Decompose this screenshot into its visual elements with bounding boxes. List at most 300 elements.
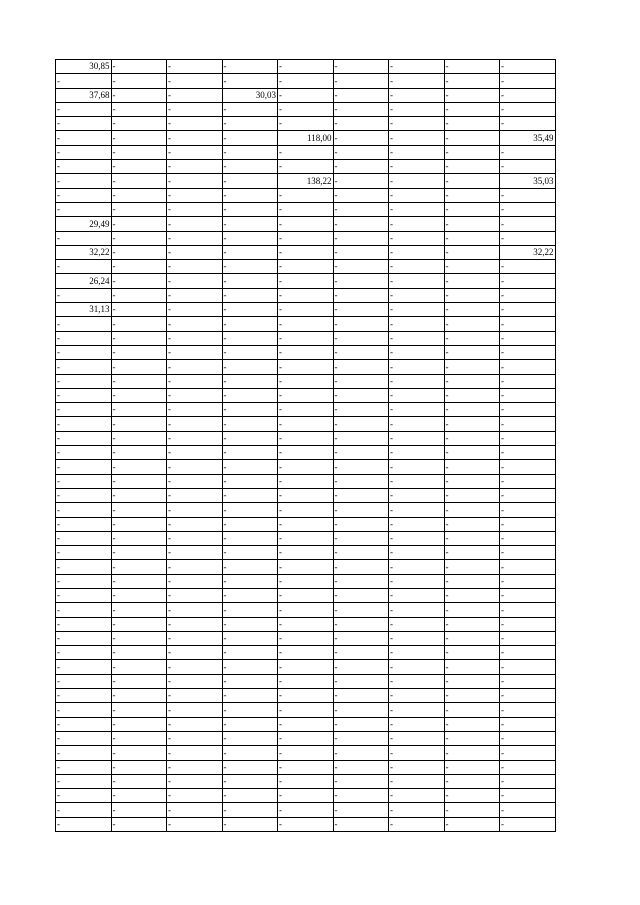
table-cell: - — [500, 746, 556, 760]
table-cell: - — [500, 474, 556, 488]
table-cell: - — [444, 731, 500, 745]
table-row — [56, 331, 556, 345]
table-cell: - — [500, 674, 556, 688]
table-cell: - — [444, 360, 500, 374]
table-cell: - — [278, 646, 334, 660]
table-cell: - — [56, 574, 112, 588]
table-cell: - — [111, 460, 167, 474]
table-cell: - — [111, 260, 167, 274]
table-cell: - — [500, 60, 556, 74]
table-row — [56, 560, 556, 574]
table-cell: - — [222, 531, 278, 545]
table-cell: - — [111, 174, 167, 188]
table-cell: - — [333, 231, 389, 245]
table-cell: - — [111, 360, 167, 374]
table-cell: - — [333, 703, 389, 717]
table-cell: - — [389, 617, 445, 631]
table-cell: - — [222, 789, 278, 803]
table-cell: - — [278, 603, 334, 617]
table-cell: - — [111, 631, 167, 645]
table-cell: - — [333, 789, 389, 803]
table-cell: - — [389, 731, 445, 745]
table-cell: - — [389, 689, 445, 703]
table-cell: - — [500, 74, 556, 88]
table-cell: - — [333, 560, 389, 574]
table-cell: - — [333, 245, 389, 259]
table-cell: - — [500, 789, 556, 803]
table-cell: - — [444, 631, 500, 645]
table-cell: - — [389, 117, 445, 131]
table-cell: - — [500, 617, 556, 631]
table-cell: - — [167, 88, 223, 102]
table-cell: - — [56, 202, 112, 216]
table-cell: - — [444, 503, 500, 517]
table-cell: - — [278, 245, 334, 259]
table-row — [56, 789, 556, 803]
table-cell: - — [222, 774, 278, 788]
table-cell: - — [111, 660, 167, 674]
table-cell: - — [333, 588, 389, 602]
table-cell: - — [278, 703, 334, 717]
table-cell: - — [444, 531, 500, 545]
table-cell: - — [333, 717, 389, 731]
table-cell: - — [500, 803, 556, 817]
table-cell: - — [500, 288, 556, 302]
table-cell: - — [111, 617, 167, 631]
table-row — [56, 774, 556, 788]
table-row — [56, 646, 556, 660]
table-cell: - — [333, 317, 389, 331]
table-cell: - — [167, 731, 223, 745]
table-row — [56, 517, 556, 531]
table-cell: - — [389, 345, 445, 359]
table-cell: - — [278, 403, 334, 417]
table-cell: - — [167, 503, 223, 517]
table-cell: - — [111, 417, 167, 431]
table-row — [56, 503, 556, 517]
table-cell: - — [444, 345, 500, 359]
table-row — [56, 446, 556, 460]
table-cell: - — [278, 531, 334, 545]
table-row — [56, 660, 556, 674]
table-cell: - — [500, 703, 556, 717]
table-cell: - — [167, 331, 223, 345]
table-cell: - — [500, 603, 556, 617]
table-cell: - — [56, 388, 112, 402]
table-cell: - — [222, 803, 278, 817]
table-cell: - — [278, 431, 334, 445]
table-row — [56, 731, 556, 745]
table-cell: - — [111, 131, 167, 145]
table-cell: - — [111, 546, 167, 560]
table-cell: - — [222, 546, 278, 560]
table-cell: - — [111, 588, 167, 602]
table-cell: - — [167, 303, 223, 317]
table-row — [56, 674, 556, 688]
table-cell: - — [167, 231, 223, 245]
table-cell: - — [278, 760, 334, 774]
table-cell: - — [444, 617, 500, 631]
table-cell: - — [333, 202, 389, 216]
table-cell: - — [56, 374, 112, 388]
table-cell: - — [444, 703, 500, 717]
table-cell: - — [167, 789, 223, 803]
table-cell: - — [500, 760, 556, 774]
table-cell: - — [500, 360, 556, 374]
table-cell: - — [500, 117, 556, 131]
table-cell: - — [333, 188, 389, 202]
table-cell: - — [222, 588, 278, 602]
table-cell: - — [500, 388, 556, 402]
table-cell: - — [500, 546, 556, 560]
table-row — [56, 617, 556, 631]
table-cell: - — [111, 345, 167, 359]
table-cell: - — [111, 188, 167, 202]
table-cell: - — [111, 217, 167, 231]
table-cell: - — [222, 374, 278, 388]
table-cell: - — [222, 689, 278, 703]
table-cell: - — [167, 531, 223, 545]
table-cell: - — [500, 731, 556, 745]
table-cell: - — [56, 774, 112, 788]
table-cell: - — [278, 260, 334, 274]
table-cell: - — [444, 131, 500, 145]
table-cell: - — [111, 403, 167, 417]
data-table — [55, 59, 556, 832]
table-cell: - — [444, 603, 500, 617]
table-cell: - — [389, 446, 445, 460]
table-cell: - — [333, 488, 389, 502]
table-cell: - — [278, 674, 334, 688]
table-cell: - — [278, 188, 334, 202]
table-cell: - — [167, 631, 223, 645]
table-cell: - — [111, 774, 167, 788]
table-cell: - — [333, 274, 389, 288]
table-cell: 31,13 — [56, 303, 112, 317]
table-cell: - — [444, 217, 500, 231]
table-row — [56, 160, 556, 174]
table-cell: - — [333, 331, 389, 345]
table-cell: - — [56, 560, 112, 574]
table-cell: - — [500, 660, 556, 674]
table-cell: - — [56, 803, 112, 817]
table-cell: - — [167, 317, 223, 331]
table-cell: - — [111, 288, 167, 302]
table-cell: - — [500, 403, 556, 417]
table-cell: - — [167, 374, 223, 388]
table-cell: - — [444, 546, 500, 560]
table-cell: - — [167, 703, 223, 717]
table-cell: - — [56, 188, 112, 202]
table-cell: - — [111, 503, 167, 517]
table-cell: - — [444, 674, 500, 688]
table-cell: - — [389, 217, 445, 231]
table-cell: - — [222, 360, 278, 374]
table-cell: - — [278, 317, 334, 331]
table-cell: - — [222, 817, 278, 831]
table-cell: - — [444, 303, 500, 317]
table-cell: - — [500, 431, 556, 445]
table-cell: - — [278, 774, 334, 788]
table-cell: - — [167, 217, 223, 231]
table-cell: - — [444, 431, 500, 445]
table-cell: - — [500, 274, 556, 288]
table-row — [56, 188, 556, 202]
table-cell: - — [389, 431, 445, 445]
table-cell: - — [500, 145, 556, 159]
table-cell: - — [222, 603, 278, 617]
table-cell: - — [444, 588, 500, 602]
table-cell: - — [111, 446, 167, 460]
table-cell: - — [389, 460, 445, 474]
table-row — [56, 546, 556, 560]
table-cell: - — [167, 817, 223, 831]
table-cell: - — [111, 431, 167, 445]
table-cell: - — [56, 760, 112, 774]
table-cell: - — [278, 803, 334, 817]
table-cell: - — [222, 131, 278, 145]
table-cell: - — [167, 474, 223, 488]
table-cell: - — [444, 202, 500, 216]
table-cell: - — [56, 603, 112, 617]
table-cell: - — [333, 474, 389, 488]
table-cell: - — [389, 546, 445, 560]
table-cell: - — [500, 345, 556, 359]
table-cell: - — [278, 446, 334, 460]
table-cell: - — [222, 317, 278, 331]
table-cell: - — [222, 245, 278, 259]
table-cell: - — [333, 102, 389, 116]
table-cell: - — [56, 531, 112, 545]
table-cell: - — [56, 660, 112, 674]
table-cell: - — [333, 517, 389, 531]
table-cell: - — [500, 503, 556, 517]
table-row — [56, 360, 556, 374]
table-cell: - — [278, 202, 334, 216]
table-cell: 32,22 — [500, 245, 556, 259]
table-row — [56, 245, 556, 259]
table-cell: - — [56, 145, 112, 159]
table-cell: - — [444, 789, 500, 803]
table-cell: - — [500, 574, 556, 588]
table-cell: - — [500, 160, 556, 174]
table-cell: - — [389, 374, 445, 388]
table-row — [56, 202, 556, 216]
table-cell: - — [278, 88, 334, 102]
table-cell: - — [278, 817, 334, 831]
table-cell: - — [389, 331, 445, 345]
table-cell: - — [333, 374, 389, 388]
table-cell: - — [56, 160, 112, 174]
table-cell: - — [167, 717, 223, 731]
table-cell: - — [389, 588, 445, 602]
table-cell: - — [444, 760, 500, 774]
table-cell: - — [444, 145, 500, 159]
table-cell: - — [333, 631, 389, 645]
table-cell: - — [278, 474, 334, 488]
table-cell: - — [167, 446, 223, 460]
table-cell: - — [333, 217, 389, 231]
table-cell: - — [222, 760, 278, 774]
table-cell: - — [333, 774, 389, 788]
table-cell: - — [333, 803, 389, 817]
table-cell: - — [167, 460, 223, 474]
table-cell: - — [167, 431, 223, 445]
table-cell: - — [56, 360, 112, 374]
table-cell: - — [278, 345, 334, 359]
table-cell: - — [278, 746, 334, 760]
table-cell: - — [111, 674, 167, 688]
table-cell: - — [167, 517, 223, 531]
table-cell: - — [222, 288, 278, 302]
table-cell: - — [278, 731, 334, 745]
table-cell: 35,03 — [500, 174, 556, 188]
table-cell: - — [500, 374, 556, 388]
table-cell: - — [333, 574, 389, 588]
table-cell: - — [444, 260, 500, 274]
table-cell: - — [389, 131, 445, 145]
table-cell: - — [500, 560, 556, 574]
table-cell: - — [111, 231, 167, 245]
table-cell: - — [333, 660, 389, 674]
table-cell: - — [500, 717, 556, 731]
table-cell: - — [111, 331, 167, 345]
table-cell: - — [222, 646, 278, 660]
table-cell: - — [500, 202, 556, 216]
table-cell: - — [278, 503, 334, 517]
table-cell: - — [389, 403, 445, 417]
table-cell: - — [333, 503, 389, 517]
table-cell: - — [111, 703, 167, 717]
table-cell: - — [444, 388, 500, 402]
table-cell: - — [500, 417, 556, 431]
table-cell: - — [56, 260, 112, 274]
table-cell: - — [389, 631, 445, 645]
table-cell: - — [56, 746, 112, 760]
table-cell: - — [389, 817, 445, 831]
table-cell: - — [444, 446, 500, 460]
table-cell: - — [56, 674, 112, 688]
table-cell: - — [222, 474, 278, 488]
table-cell: - — [56, 731, 112, 745]
table-cell: - — [444, 317, 500, 331]
table-cell: - — [56, 789, 112, 803]
table-cell: - — [500, 231, 556, 245]
table-row — [56, 588, 556, 602]
table-cell: - — [167, 574, 223, 588]
table-cell: - — [389, 503, 445, 517]
table-row — [56, 274, 556, 288]
table-cell: - — [111, 488, 167, 502]
table-row — [56, 474, 556, 488]
table-cell: - — [444, 803, 500, 817]
table-cell: - — [56, 517, 112, 531]
table-cell: - — [389, 646, 445, 660]
table-cell: - — [111, 603, 167, 617]
table-cell: - — [222, 503, 278, 517]
table-cell: - — [278, 517, 334, 531]
table-cell: - — [444, 274, 500, 288]
table-body — [56, 60, 556, 832]
table-cell: - — [444, 102, 500, 116]
table-row — [56, 689, 556, 703]
table-cell: - — [278, 360, 334, 374]
table-cell: - — [222, 274, 278, 288]
table-cell: - — [167, 160, 223, 174]
table-row — [56, 717, 556, 731]
table-cell: - — [444, 245, 500, 259]
table-cell: - — [500, 774, 556, 788]
table-cell: - — [444, 231, 500, 245]
table-cell: - — [444, 717, 500, 731]
table-cell: - — [56, 588, 112, 602]
table-cell: - — [278, 288, 334, 302]
table-cell: - — [111, 803, 167, 817]
table-cell: - — [56, 646, 112, 660]
table-cell: - — [333, 446, 389, 460]
table-cell: - — [333, 674, 389, 688]
table-cell: - — [222, 717, 278, 731]
table-cell: - — [333, 74, 389, 88]
table-cell: - — [222, 303, 278, 317]
table-cell: 32,22 — [56, 245, 112, 259]
table-cell: - — [333, 160, 389, 174]
table-cell: - — [111, 374, 167, 388]
table-cell: - — [333, 174, 389, 188]
table-cell: - — [111, 689, 167, 703]
table-cell: - — [222, 460, 278, 474]
table-cell: - — [389, 388, 445, 402]
table-cell: - — [167, 488, 223, 502]
table-cell: - — [111, 245, 167, 259]
table-cell: - — [389, 717, 445, 731]
table-cell: - — [389, 789, 445, 803]
table-cell: - — [167, 746, 223, 760]
table-cell: - — [444, 288, 500, 302]
table-cell: - — [389, 760, 445, 774]
table-cell: - — [389, 245, 445, 259]
table-cell: - — [111, 517, 167, 531]
table-cell: - — [222, 188, 278, 202]
table-cell: - — [56, 231, 112, 245]
table-cell: - — [167, 546, 223, 560]
table-cell: - — [278, 102, 334, 116]
table-row — [56, 174, 556, 188]
table-cell: - — [444, 746, 500, 760]
table-cell: - — [222, 631, 278, 645]
table-cell: - — [278, 660, 334, 674]
table-cell: - — [500, 646, 556, 660]
table-row — [56, 260, 556, 274]
table-row — [56, 317, 556, 331]
table-cell: - — [111, 817, 167, 831]
table-cell: - — [333, 288, 389, 302]
table-cell: - — [167, 417, 223, 431]
table-cell: - — [389, 674, 445, 688]
table-row — [56, 145, 556, 159]
table-cell: - — [167, 388, 223, 402]
table-cell: - — [444, 74, 500, 88]
table-cell: 26,24 — [56, 274, 112, 288]
table-cell: - — [222, 331, 278, 345]
table-cell: - — [333, 646, 389, 660]
table-cell: - — [111, 388, 167, 402]
table-cell: - — [167, 588, 223, 602]
table-cell: - — [333, 131, 389, 145]
table-cell: - — [222, 174, 278, 188]
table-cell: - — [278, 117, 334, 131]
table-cell: - — [278, 74, 334, 88]
